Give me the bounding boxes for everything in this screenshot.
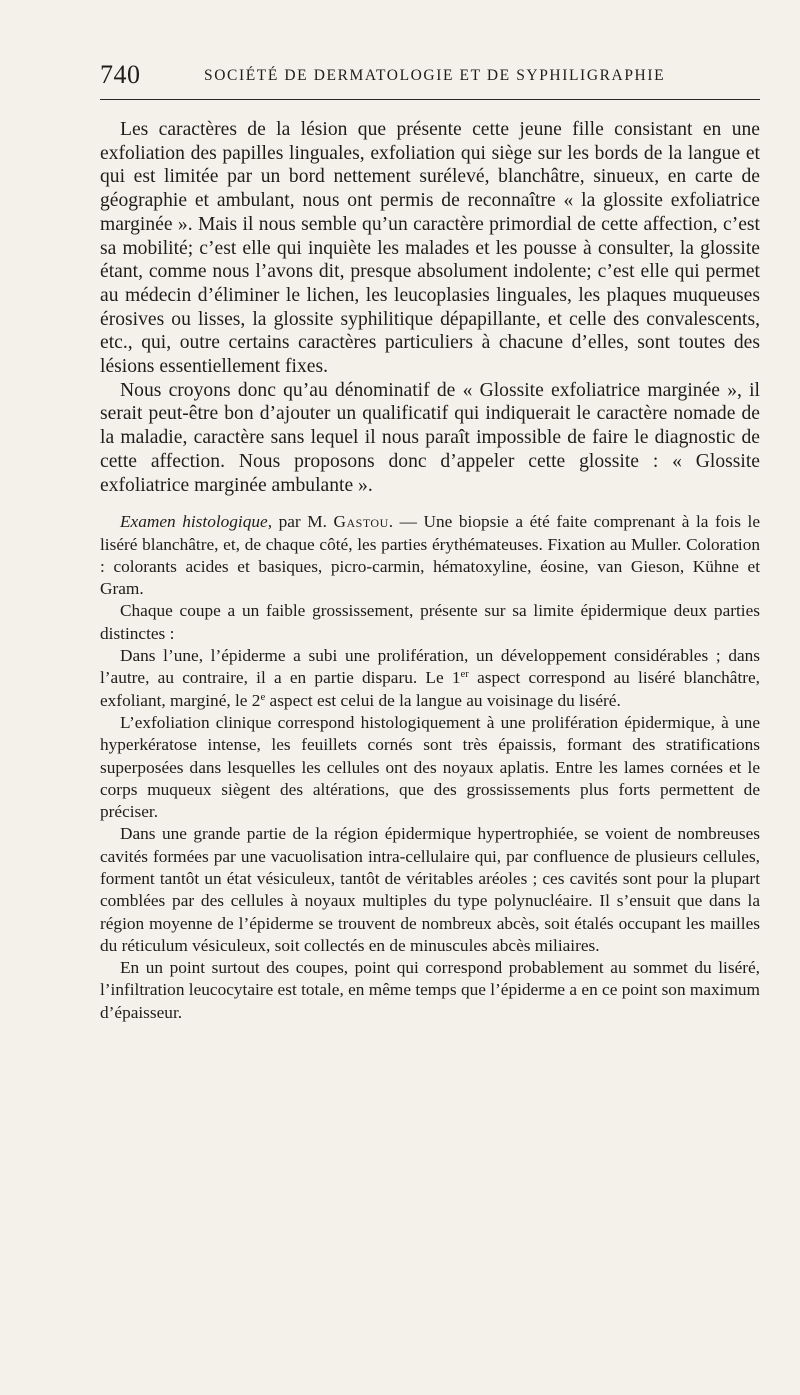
page-header	[100, 58, 760, 94]
two-aspects-text-b: aspect correspond au liséré blanchâtre, exfoliant, marginé, le 2	[100, 668, 760, 710]
page-number: 740	[100, 60, 141, 89]
histology-intro-text: . — Une biopsie a été faite comprenant à la fois le liséré blanchâtre, et, de chaque côté, les parties érythémateuses. Fixation au Muller. Coloration : colorants acides et basiques, picro-carmin, hématoxyline, éosine, van Gieson, Kühne et Gram.	[100, 512, 761, 599]
paragraph-exfoliation: L’exfoliation clinique correspond histologiquement à une prolifération épidermique, à une hyperkératose intense, les feuillets cornés sont très épaissis, formant des stratifications superposées dans lesquelles les cellules ont des noyaux aplatis. Entre les lames cornées et le corps muqueux siègent des altérations, que des grossissements plus forts permettent de préciser.	[100, 712, 760, 822]
two-aspects-text-c: aspect est celui de la langue au voisinage du liséré.	[265, 690, 621, 710]
paragraph-lesion-characteristics: Les caractères de la lésion que présente cette jeune fille consistant en une exfoliation des papilles linguales, exfoliation qui siège sur les bords de la langue et qui est limitée par un bord nettement surélevé, blanchâtre, sinueux, en carte de géographie et ambulant, nous ont permis de reconnaître « la glossite exfoliatrice marginée ». Mais il nous semble qu’un caractère primordial de cette affection, c’est sa mobilité; c’est elle qui inquiète les malades et les pousse à consulter, la glossite étant, comme nous l’avons dit, presque absolument indolente; c’est elle qui permet au médecin d’éliminer le lichen, les leucoplasies linguales, les plaques muqueuses érosives ou lisses, la glossite syphilitique dépapillante, et celle des convalescents, etc., qui, outre certains caractères particuliers à chacune d’elles, sont toutes des lésions essentiellement fixes.	[100, 119, 760, 378]
histology-heading: Examen histologique	[120, 512, 268, 532]
paragraph-section-description: Chaque coupe a un faible grossissement, présente sur sa limite épidermique deux parties distinctes :	[100, 601, 760, 643]
running-title: SOCIÉTÉ DE DERMATOLOGIE ET DE SYPHILIGRAPHIE	[204, 67, 666, 84]
histology-by: , par M.	[267, 512, 327, 532]
paragraph-cavities: Dans une grande partie de la région épidermique hypertrophiée, se voient de nombreuses cavités formées par une vacuolisation intra-cellulaire qui, par confluence de plusieurs cellules, forment tantôt un état vésiculeux, tantôt de véritables aréoles ; ces cavités sont pour la plupart comblées par des cellules à noyaux multiples du type polynucléaire. Il s’ensuit que dans la région moyenne de l’épiderme se trouvent de nombreux abcès, soit étalés occupant les mailles du réticulum vésiculeux, soit collectés en de minuscules abcès miliaires.	[100, 824, 760, 955]
paragraph-infiltration: En un point surtout des coupes, point qui correspond probablement au sommet du liséré, l’infiltration leucocytaire est totale, en même temps que l’épiderme a en ce point son maximum d’épaisseur.	[100, 958, 760, 1022]
two-aspects-text-a: Dans l’une, l’épiderme a subi une prolifération, un développement considérables ; dans l’autre, au contraire, il a en partie disparu. Le 1	[100, 646, 760, 688]
paragraph-proposed-name: Nous croyons donc qu’au dénominatif de « Glossite exfoliatrice marginée », il serait peut-être bon d’ajouter un qualificatif qui indiquerait le caractère nomade de la maladie, caractère sans lequel il nous paraît impossible de faire le diagnostic de cette affection. Nous proposons donc d’appeler cette glossite : « Glossite exfoliatrice marginée ambulante ».	[100, 379, 760, 496]
superscript-er: er	[460, 668, 469, 681]
superscript-e: e	[260, 690, 266, 703]
section-gap	[100, 497, 760, 511]
histology-author: Gastou	[333, 512, 389, 532]
header-rule	[100, 99, 760, 100]
paragraph-two-aspects	[100, 645, 760, 712]
body-text	[100, 118, 760, 1024]
paragraph-histology-intro	[100, 511, 760, 600]
